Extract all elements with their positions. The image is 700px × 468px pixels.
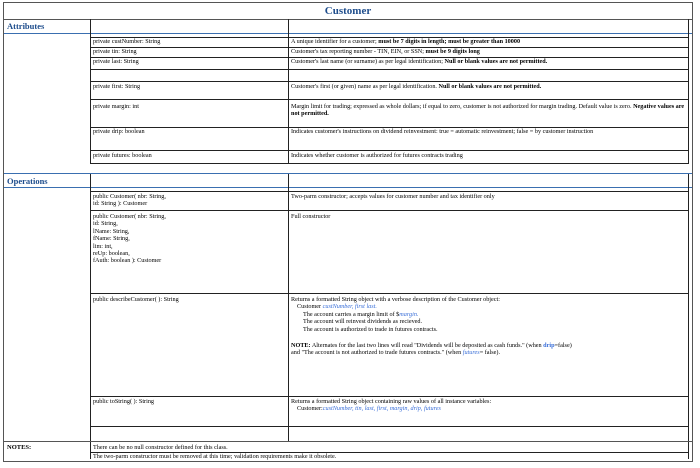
attributes-header: Attributes [7,21,45,31]
attr-line [90,69,689,70]
note-item: The two-parm constructor must be removed at this time; validation requirements make it obsolete. [93,453,337,460]
attr-decl-first: private first: String [93,83,141,90]
ops-line [90,396,689,397]
attr-decl-custnumber: private custNumber: String [93,38,161,45]
op-decl-to-string: public toString( ): String [93,398,155,405]
attr-line [90,150,689,151]
notes-label: NOTES: [7,444,32,451]
class-title: Customer [4,3,692,20]
attr-desc-margin: Margin limit for trading; expressed as whole dollars; if equal to zero, customer is not authorized for margin trading. Default value is zero. Negative values are not permitted. [291,103,685,118]
op-desc-two-parm-constructor: Two-parm constructor; accepts values for customer number and tax identifier only [291,193,495,200]
attr-decl-last: private last: String [93,58,139,65]
attr-line [90,163,689,164]
class-frame [3,2,693,462]
ops-col-right [688,174,689,459]
op-decl-full-constructor: public Customer( nbr: String, id: String, lName: String, fName: String, lim: int, reUp: boolean, fAuth: boolean ): Customer [93,213,166,265]
op-decl-two-parm-constructor: public Customer( nbr: String, id: String ): Customer [93,193,166,208]
attr-desc-futures: Indicates whether customer is authorized for futures contracts trading [291,152,463,159]
ops-line [90,210,689,211]
attr-decl-futures: private futures: boolean [93,152,152,159]
operations-top-divider [4,173,692,174]
op-decl-describe-customer: public describeCustomer( ): String [93,296,179,303]
attr-line [90,99,689,100]
attr-decl-margin: private margin: int [93,103,139,110]
attributes-divider [4,33,692,34]
operations-header: Operations [7,176,48,186]
attr-desc-first: Customer's first (or given) name as per legal identification. Null or blank values are not permitted. [291,83,542,90]
ops-line [90,191,689,192]
attr-desc-last: Customer's last name (or surname) as per legal identification; Null or blank values are not permitted. [291,58,548,65]
attr-decl-tin: private tin: String [93,48,137,55]
notes-divider [4,441,693,442]
op-desc-to-string: Returns a formatted String object containing raw values of all instance variables: Customer:custNumber, tin, last, first, margin, drip, futures [291,398,492,413]
attr-desc-custnumber: A unique identifier for a customer; must be 7 digits in length; must be greater than 10000 [291,38,521,45]
ops-line [90,426,689,427]
note-item: There can be no null constructor defined for this class. [93,444,228,451]
attr-desc-tin: Customer's tax reporting number - TIN, EIN, or SSN; must be 9 digits long [291,48,480,55]
op-desc-describe-customer: Returns a formatted String object with a verbose description of the Customer object: Customer custNumber, first last. The account carries a margin limit of $margin. The account will reinvest dividends as recieved. The account is authorized to trade in futures contracts. NOTE: Alternates for the last two lines will read "Dividends will be deposited as cash funds." (when drip=false) and "The account is not authorized to trade futures contracts." (when futures= false). [291,296,572,357]
attr-col-mid [288,19,289,164]
attr-decl-drip: private drip: boolean [93,128,145,135]
ops-line [90,293,689,294]
attr-desc-drip: Indicates customer's instructions on dividend reinvestment: true = automatic reinvestment; false = by customer instruction [291,128,594,135]
op-desc-full-constructor: Full constructor [291,213,331,220]
ops-col-mid [288,174,289,442]
attr-col-left [90,19,91,164]
ops-col-left [90,174,91,459]
attr-col-right [688,19,689,164]
operations-divider [4,187,692,188]
attr-line [90,81,689,82]
